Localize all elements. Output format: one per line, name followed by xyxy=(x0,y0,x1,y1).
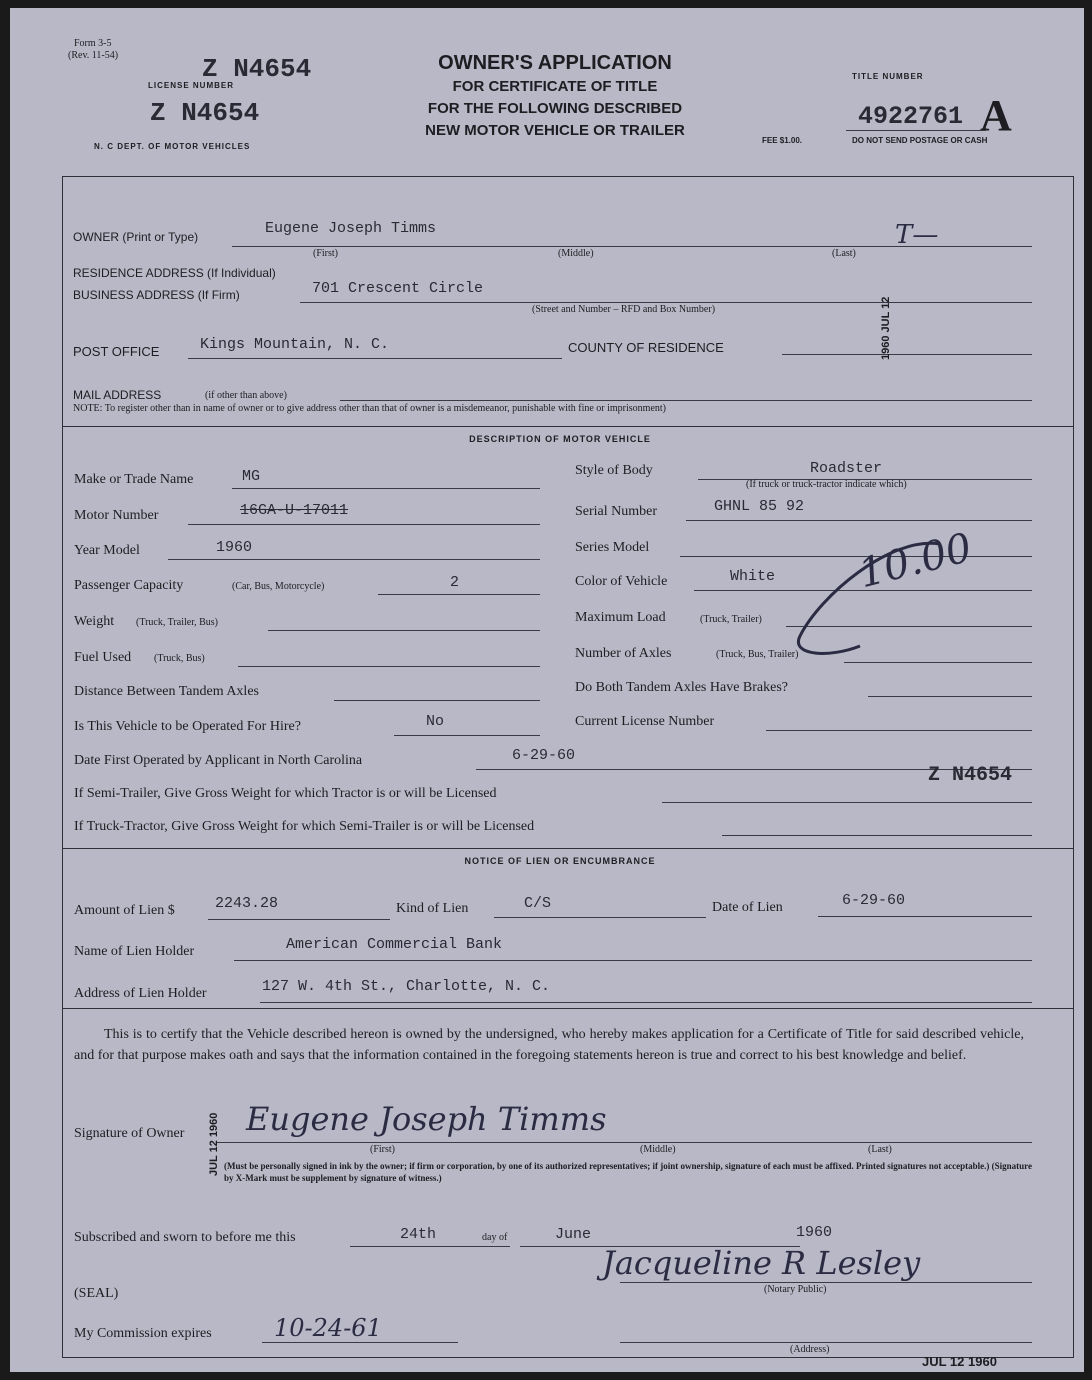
make-value[interactable]: MG xyxy=(242,468,261,485)
axles-label: Number of Axles xyxy=(575,646,672,661)
motor-label: Motor Number xyxy=(74,508,159,523)
lien-holder-value[interactable]: American Commercial Bank xyxy=(286,936,503,953)
passenger-value[interactable]: 2 xyxy=(450,574,460,591)
sworn-label: Subscribed and sworn to before me this xyxy=(74,1230,296,1245)
title-letter: A xyxy=(980,91,1012,140)
fee-note: DO NOT SEND POSTAGE OR CASH xyxy=(852,136,988,145)
first-label: (First) xyxy=(313,248,338,259)
form-number: Form 3-5 xyxy=(74,38,112,49)
year-value[interactable]: 1960 xyxy=(216,539,253,556)
license-number-label: LICENSE NUMBER xyxy=(148,81,235,90)
misdemeanor-note: NOTE: To register other than in name of owner or to give address other than that of owner is a misdemeanor, punishable with fine or imprisonment) xyxy=(73,403,667,414)
make-label: Make or Trade Name xyxy=(74,472,194,487)
lien-section-title: NOTICE OF LIEN OR ENCUMBRANCE xyxy=(464,856,656,866)
motor-value[interactable]: 16GA-U-17011 xyxy=(240,502,349,519)
title-number-value: 4922761 xyxy=(858,102,964,131)
day-of-label: day of xyxy=(482,1232,508,1243)
owner-value[interactable]: Eugene Joseph Timms xyxy=(265,220,437,237)
owner-label: OWNER (Print or Type) xyxy=(73,230,199,244)
street-hint: (Street and Number – RFD and Box Number) xyxy=(532,304,716,315)
lien-kind-value[interactable]: C/S xyxy=(524,895,552,912)
lien-holder-label: Name of Lien Holder xyxy=(74,944,195,959)
notary-signature[interactable]: Jacqueline R Lesley xyxy=(602,1244,921,1282)
commission-value[interactable]: 10-24-61 xyxy=(274,1314,382,1342)
lien-kind-label: Kind of Lien xyxy=(396,901,469,916)
tandem-label: Distance Between Tandem Axles xyxy=(74,684,259,699)
form-subtitle-3: NEW MOTOR VEHICLE OR TRAILER xyxy=(425,122,685,139)
residence-label: RESIDENCE ADDRESS (If Individual) xyxy=(73,266,276,280)
commission-label: My Commission expires xyxy=(74,1326,212,1341)
address-label: (Address) xyxy=(790,1344,830,1355)
license-number-value: Z N4654 xyxy=(150,98,260,128)
divider-vehicle xyxy=(63,426,1073,427)
post-office-value[interactable]: Kings Mountain, N. C. xyxy=(200,336,390,353)
brakes-label: Do Both Tandem Axles Have Brakes? xyxy=(575,680,788,695)
mail-label: MAIL ADDRESS xyxy=(73,388,162,402)
received-stamp-signature: JUL 12 1960 xyxy=(208,1112,220,1176)
sworn-month[interactable]: June xyxy=(555,1226,592,1243)
sig-middle-label: (Middle) xyxy=(640,1144,676,1155)
certification-text: This is to certify that the Vehicle described hereon is owned by the undersigned, who hereby makes application for a Certificate of Title for said described vehicle, and for that purpose makes oath and says that the information contained in the foregoing statements hereon is true and correct to his best knowledge and belief. xyxy=(74,1027,1024,1063)
form-title: OWNER'S APPLICATION xyxy=(438,52,672,74)
truck-tractor-label: If Truck-Tractor, Give Gross Weight for which Semi-Trailer is or will be Licensed xyxy=(74,819,535,834)
signature-label: Signature of Owner xyxy=(74,1126,185,1141)
passenger-label: Passenger Capacity xyxy=(74,578,184,593)
notary-label: (Notary Public) xyxy=(764,1284,827,1295)
lien-holder-address-value[interactable]: 127 W. 4th St., Charlotte, N. C. xyxy=(262,978,551,995)
seal-label: (SEAL) xyxy=(74,1286,119,1301)
fuel-hint: (Truck, Bus) xyxy=(154,653,205,664)
lien-amount-value[interactable]: 2243.28 xyxy=(215,895,279,912)
sworn-year[interactable]: 1960 xyxy=(796,1224,833,1241)
plate-typed-right: Z N4654 xyxy=(928,764,1013,787)
divider-certification xyxy=(63,1008,1073,1009)
title-number-label: TITLE NUMBER xyxy=(852,72,924,81)
series-label: Series Model xyxy=(575,540,650,555)
dept-label: N. C DEPT. OF MOTOR VEHICLES xyxy=(94,142,251,151)
title-application-form xyxy=(10,8,1084,1372)
max-load-label: Maximum Load xyxy=(575,610,666,625)
lien-holder-address-label: Address of Lien Holder xyxy=(74,986,207,1001)
date-first-value[interactable]: 6-29-60 xyxy=(512,747,576,764)
owner-last-scribble: T— xyxy=(895,220,939,250)
address-value[interactable]: 701 Crescent Circle xyxy=(312,280,484,297)
lien-date-label: Date of Lien xyxy=(712,900,783,915)
county-label: COUNTY OF RESIDENCE xyxy=(568,340,724,355)
sworn-day[interactable]: 24th xyxy=(400,1226,437,1243)
serial-value[interactable]: GHNL 85 92 xyxy=(714,498,805,515)
sig-last-label: (Last) xyxy=(868,1144,892,1155)
signature-note: (Must be personally signed in ink by the owner; if firm or corporation, by one of its authorized representatives; if joint ownership, signature of each must be affixed. Printed signatures not acceptable.) (Signature by X-Mark must be supplement by signature of witness.) xyxy=(224,1161,1032,1183)
vehicle-section-title: DESCRIPTION OF MOTOR VEHICLE xyxy=(469,434,651,444)
plate-typed-top: Z N4654 xyxy=(202,54,312,84)
last-label: (Last) xyxy=(832,248,856,259)
divider-lien xyxy=(63,848,1073,849)
serial-label: Serial Number xyxy=(575,504,658,519)
fee-handwritten: 10.00 xyxy=(854,524,977,598)
weight-hint: (Truck, Trailer, Bus) xyxy=(136,617,219,628)
hire-label: Is This Vehicle to be Operated For Hire? xyxy=(74,719,301,734)
style-value[interactable]: Roadster xyxy=(810,460,883,477)
year-label: Year Model xyxy=(74,543,140,558)
color-label: Color of Vehicle xyxy=(575,574,668,589)
form-subtitle-2: FOR THE FOLLOWING DESCRIBED xyxy=(427,100,683,117)
sig-first-label: (First) xyxy=(370,1144,395,1155)
semi-trailer-label: If Semi-Trailer, Give Gross Weight for which Tractor is or will be Licensed xyxy=(74,786,497,801)
middle-label: (Middle) xyxy=(558,248,594,259)
hire-value[interactable]: No xyxy=(426,713,445,730)
form-subtitle-1: FOR CERTIFICATE OF TITLE xyxy=(452,78,658,95)
style-hint: (If truck or truck-tractor indicate which) xyxy=(746,479,907,490)
mail-hint: (if other than above) xyxy=(205,390,287,401)
current-license-label: Current License Number xyxy=(575,714,715,729)
corner-date-stamp: JUL 12 1960 xyxy=(922,1354,997,1369)
style-label: Style of Body xyxy=(575,463,653,478)
form-revision: (Rev. 11-54) xyxy=(68,50,119,61)
axles-hint: (Truck, Bus, Trailer) xyxy=(716,649,799,660)
owner-signature[interactable]: Eugene Joseph Timms xyxy=(246,1100,607,1138)
received-stamp-vertical: 1960 JUL 12 xyxy=(880,296,892,360)
business-label: BUSINESS ADDRESS (If Firm) xyxy=(73,288,240,302)
lien-date-value[interactable]: 6-29-60 xyxy=(842,892,906,909)
color-value[interactable]: White xyxy=(730,568,776,585)
fee-text: FEE $1.00. xyxy=(762,136,803,145)
date-first-label: Date First Operated by Applicant in North Carolina xyxy=(74,753,363,768)
max-load-hint: (Truck, Trailer) xyxy=(700,614,762,625)
weight-label: Weight xyxy=(74,614,115,629)
passenger-hint: (Car, Bus, Motorcycle) xyxy=(232,581,325,592)
fuel-label: Fuel Used xyxy=(74,650,132,665)
post-office-label: POST OFFICE xyxy=(73,344,160,359)
lien-amount-label: Amount of Lien $ xyxy=(74,903,175,918)
